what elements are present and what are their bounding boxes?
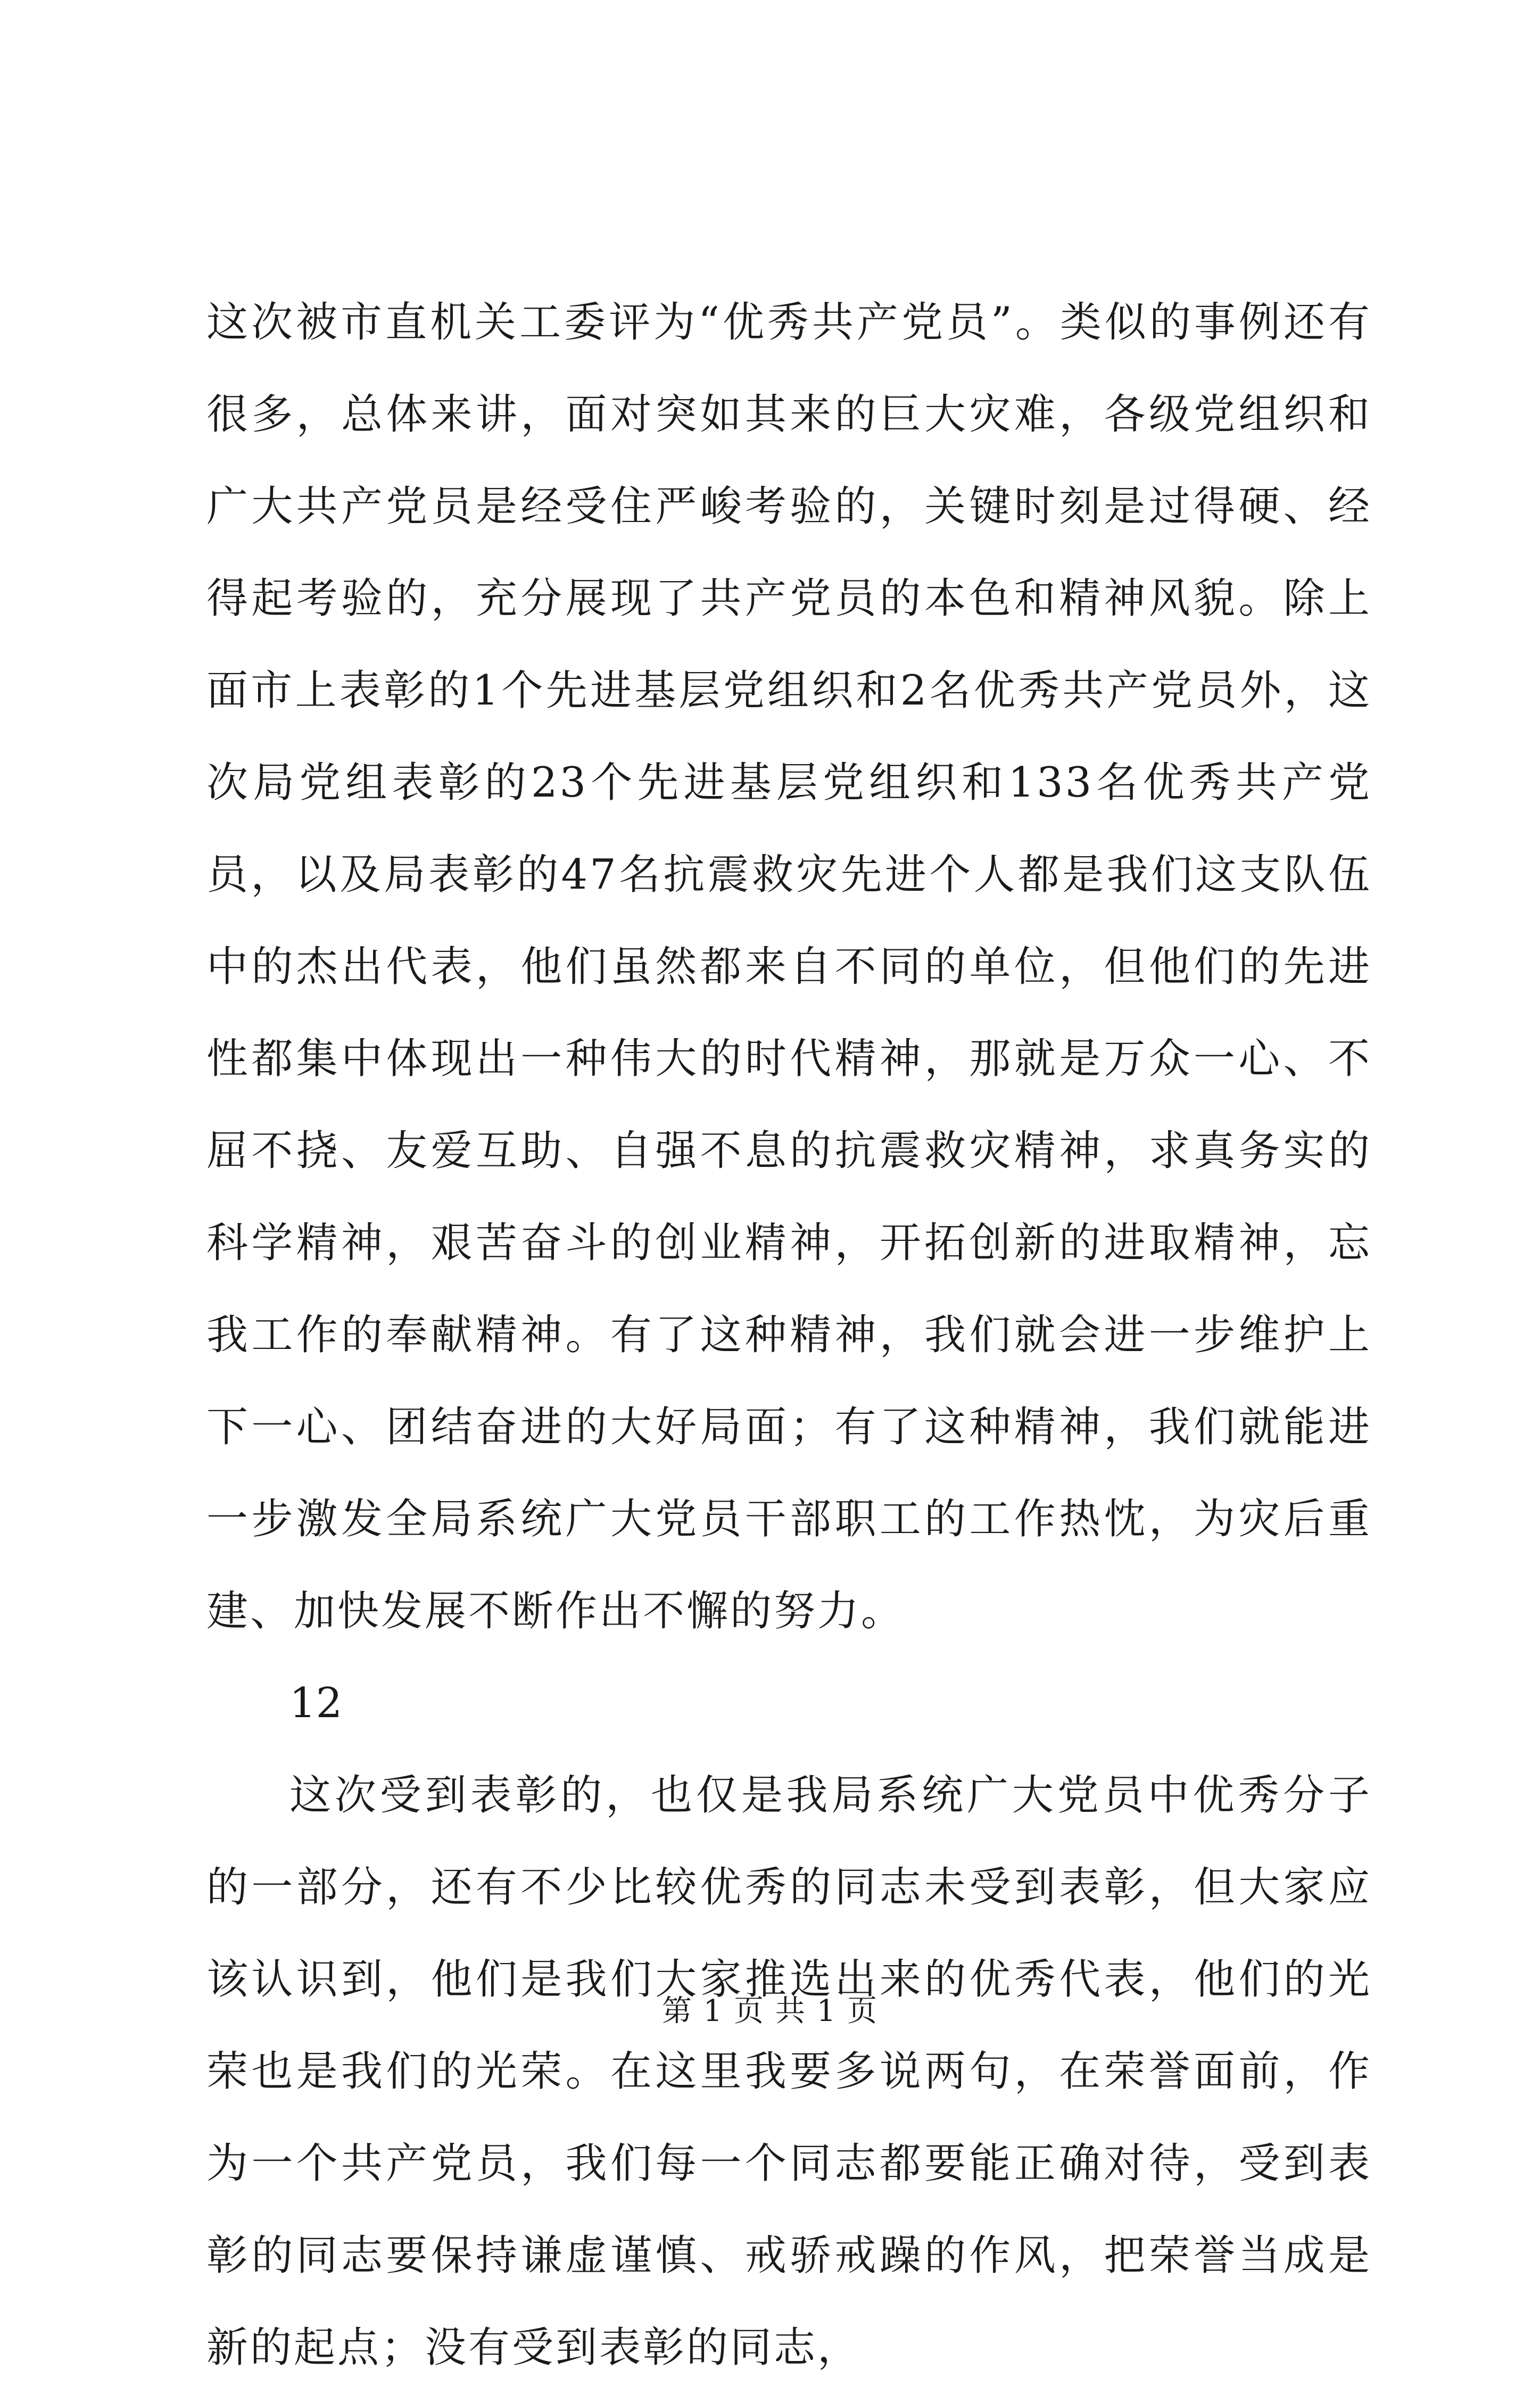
paragraph-continued: 这次被市直机关工委评为“优秀共产党员”。类似的事例还有很多，总体来讲，面对突如其来的巨大灾难，各级党组织和广大共产党员是经受住严峻考验的，关键时刻是过得硬、经得起考验的，充分展现了共产党员的本色和精神风貌。除上面市上表彰的1个先进基层党组织和2名优秀共产党员外，这次局党组表彰的23个先进基层党组织和133名优秀共产党员，以及局表彰的47名抗震救灾先进个人都是我们这支队伍中的杰出代表，他们虽然都来自不同的单位，但他们的先进性都集中体现出一种伟大的时代精神，那就是万众一心、不屈不挠、友爱互助、自强不息的抗震救灾精神，求真务实的科学精神，艰苦奋斗的创业精神，开拓创新的进取精神，忘我工作的奉献精神。有了这种精神，我们就会进一步维护上下一心、团结奋进的大好局面；有了这种精神，我们就能进一步激发全局系统广大党员干部职工的工作热忱，为灾后重建、加快发展不断作出不懈的努力。 [206,299,1372,1635]
page-footer: 第 1 页 共 1 页 [661,1994,879,2028]
paragraph: 这次受到表彰的，也仅是我局系统广大党员中优秀分子的一部分，还有不少比较优秀的同志未受到表彰，但大家应该认识到，他们是我们大家推选出来的优秀代表，他们的光荣也是我们的光荣。在这里我要多说两句，在荣誉面前，作为一个共产党员，我们每一个同志都要能正确对待，受到表彰的同志要保持谦虚谨慎、戒骄戒躁的作风，把荣誉当成是新的起点；没有受到表彰的同志， [206,1771,1372,2372]
document-body [206,277,1372,2394]
section-number: 12 [289,1679,343,1727]
